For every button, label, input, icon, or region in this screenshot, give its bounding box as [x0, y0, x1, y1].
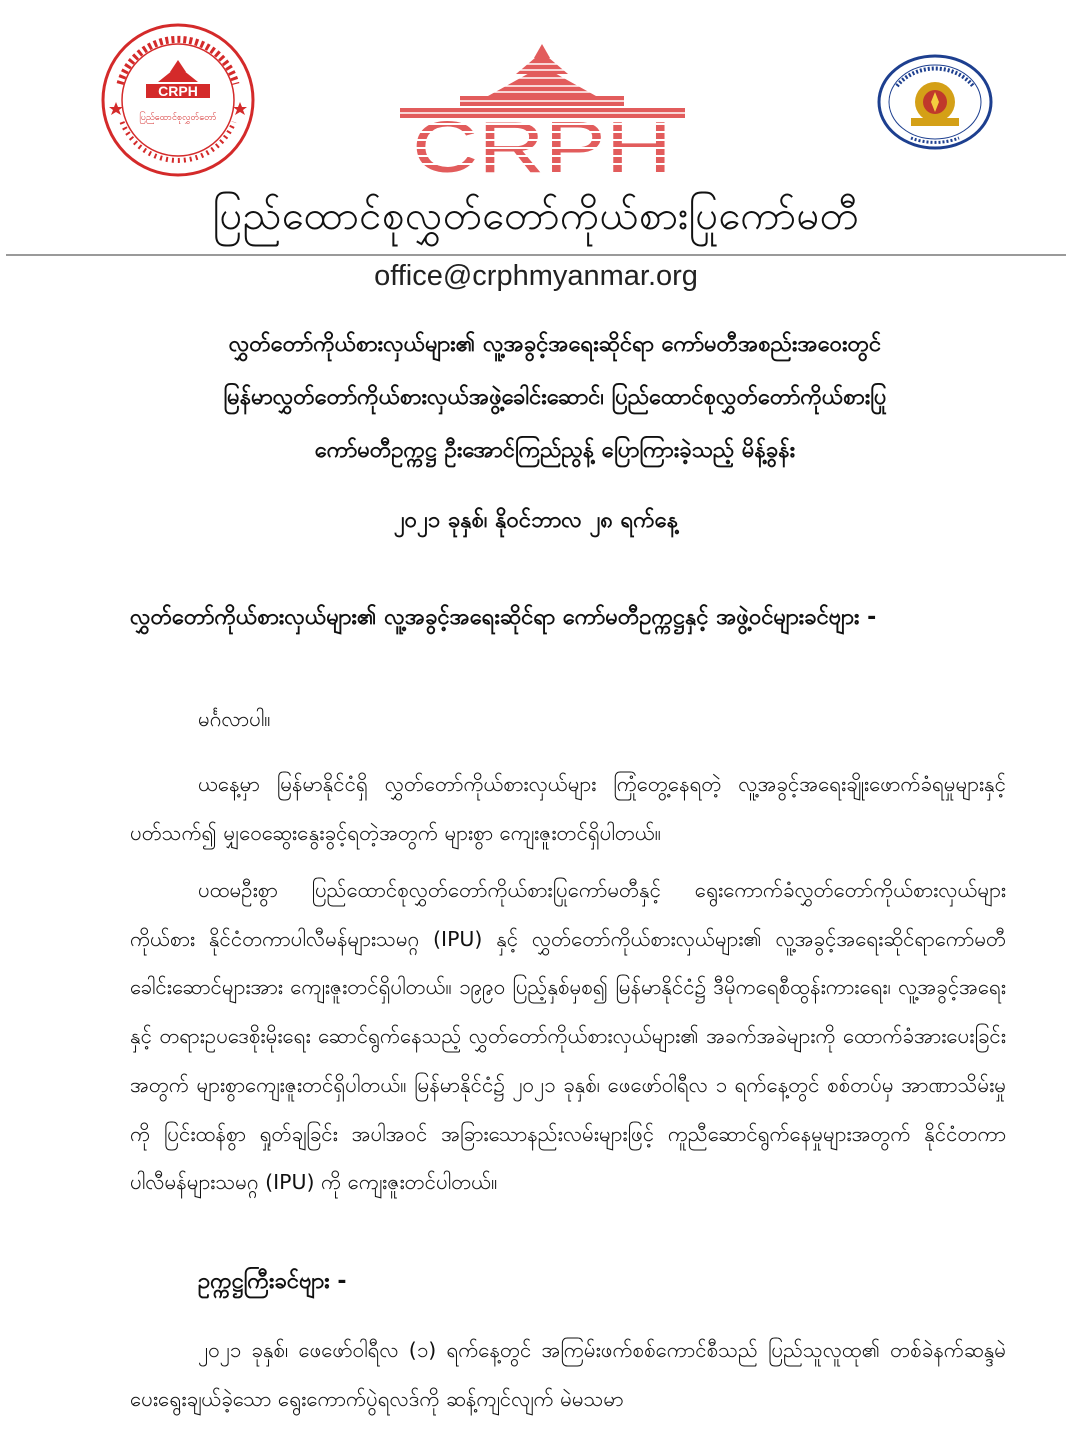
heading-line: ကော်မတီဥက္ကဋ္ဌ ဦးအောင်ကြည်ညွန့် ပြောကြားခဲ့သည့် မိန့်ခွန်း: [314, 438, 796, 463]
paragraph-text: ပထမဦးစွာ ပြည်ထောင်စုလွှတ်တော်ကိုယ်စားပြုကော်မတီနှင့် ရွေးကောက်ခံလွှတ်တော်ကိုယ်စားလှယ်များကိုယ်စား နိုင်ငံတကာပါလီမန်များသမဂ္ဂ (IPU) နှင့် လွှတ်တော်ကိုယ်စားလှယ်များ၏ လူ့အခွင့်အရေးဆိုင်ရာကော်မတီ ခေါင်းဆောင်များအား ကျေးဇူးတင်ရှိပါတယ်။ ၁၉၉၀ ပြည့်နှစ်မှစ၍ မြန်မာနိုင်ငံ၌ ဒီမိုကရေစီထွန်းကားရေး၊ လူ့အခွင့်အရေးနှင့် တရားဥပဒေစိုးမိုးရေး ဆောင်ရွက်နေသည့် လွှတ်တော်ကိုယ်စားလှယ်များ၏ အခက်အခဲများကို ထောက်ခံအားပေးခြင်းအတွက် များစွာကျေးဇူးတင်ရှိပါတယ်။ မြန်မာနိုင်ငံ၌ ၂၀၂၁ ခုနှစ်၊ ဖေဖော်ဝါရီလ ၁ ရက်နေ့တွင် စစ်တပ်မှ အာဏာသိမ်းမှုကို ပြင်းထန်စွာ ရှုတ်ချခြင်း အပါအဝင် အခြားသောနည်းလမ်းများဖြင့် ကူညီဆောင်ရွက်နေမှုများအတွက် နိုင်ငံတကာပါလီမန်များသမဂ္ဂ (IPU) ကို ကျေးဇူးတင်ပါတယ်။: [130, 878, 1006, 1195]
letterhead: [0, 0, 1072, 292]
svg-text:CRPH: CRPH: [412, 108, 672, 176]
salutation: လွှတ်တော်ကိုယ်စားလှယ်များ၏ လူ့အခွင့်အရေးဆိုင်ရာ ကော်မတီဥက္ကဋ္ဌနှင့် အဖွဲ့ဝင်များခင်ဗျား -: [130, 605, 877, 630]
svg-text:CRPH: CRPH: [158, 83, 198, 99]
organization-title: ပြည်ထောင်စုလွှတ်တော်ကိုယ်စားပြုကော်မတီ: [212, 193, 860, 239]
svg-text:ပြည်ထောင်စုလွှတ်တော်: ပြည်ထောင်စုလွှတ်တော်: [139, 113, 217, 123]
paragraph-text: ၂၀၂၁ ခုနှစ်၊ ဖေဖော်ဝါရီလ (၁) ရက်နေ့တွင် အကြမ်းဖက်စစ်ကောင်စီသည် ပြည်သူလူထု၏ တစ်ခဲနက်ဆန္ဒမဲပေးရွေးချယ်ခဲ့သော ရွေးကောက်ပွဲရလဒ်ကို ဆန့်ကျင်လျက် မဲမသမာ: [130, 1338, 1006, 1411]
body-paragraph: [130, 760, 1006, 857]
crph-logo: [400, 44, 685, 176]
speech-date: ၂၀၂၁ ခုနှစ်၊ နိုဝင်ဘာလ ၂၈ ရက်နေ့: [393, 508, 679, 533]
paragraph-text: ယနေ့မှာ မြန်မာနိုင်ငံရှိ လွှတ်တော်ကိုယ်စားလှယ်များ ကြုံတွေ့နေရတဲ့ လူ့အခွင့်အရေးချိုးဖောက်ခံရမှုများနှင့် ပတ်သက်၍ မျှဝေဆွေးနွေးခွင့်ရတဲ့အတွက် များစွာ ကျေးဇူးတင်ရှိပါတယ်။: [130, 772, 1006, 845]
crph-committee-seal: [100, 22, 256, 178]
greeting: [130, 695, 1006, 744]
speech-heading: [130, 318, 980, 477]
union-emblem-seal: [875, 52, 995, 152]
greeting-text: မင်္ဂလာပါ။: [198, 707, 271, 731]
heading-line: လွှတ်တော်ကိုယ်စားလှယ်များ၏ လူ့အခွင့်အရေးဆိုင်ရာ ကော်မတီအစည်းအဝေးတွင်: [228, 332, 882, 357]
body-paragraph: [130, 1326, 1006, 1423]
contact-email[interactable]: office@crphmyanmar.org: [374, 260, 698, 292]
heading-line: မြန်မာလွှတ်တော်ကိုယ်စားလှယ်အဖွဲ့ခေါင်းဆောင်၊ ပြည်ထောင်စုလွှတ်တော်ကိုယ်စားပြု: [223, 385, 887, 410]
body-paragraph: [130, 866, 1006, 1207]
header-divider: [6, 254, 1066, 256]
section-subheading: ဥက္ကဋ္ဌကြီးခင်ဗျား -: [198, 1269, 347, 1294]
